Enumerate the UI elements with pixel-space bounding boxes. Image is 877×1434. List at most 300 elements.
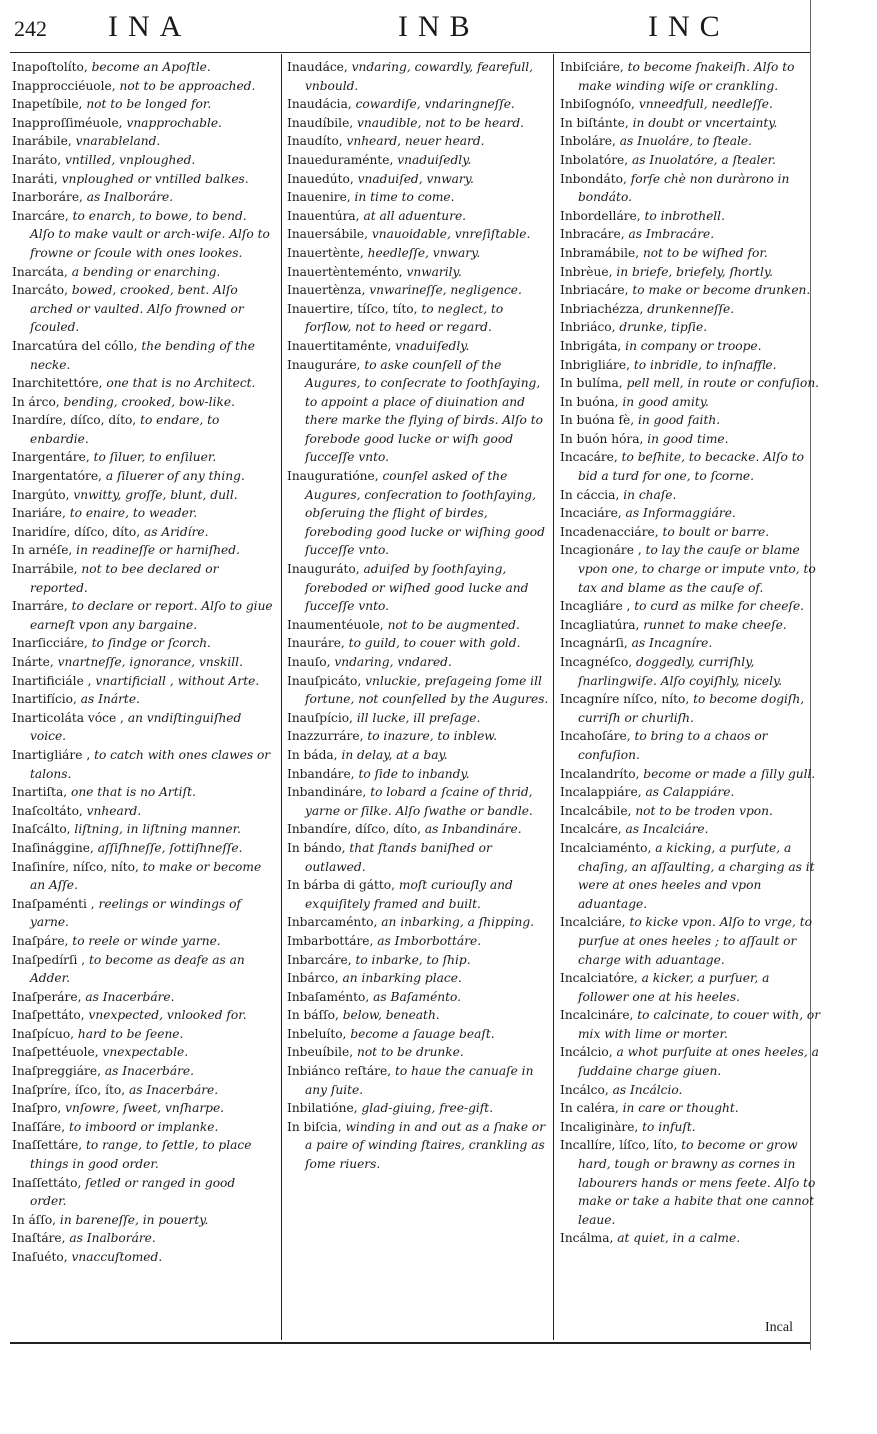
entry-definition: bowed, crooked, bent. Alſo arched or vaulted. Alſo frowned or ſcouled. (30, 283, 244, 335)
entry-definition: to guild, to couer with gold. (348, 636, 521, 651)
entry-definition: vntilled, vnploughed. (65, 152, 196, 167)
dictionary-entry (560, 1229, 822, 1248)
dictionary-entry (287, 207, 549, 226)
dictionary-entry (560, 95, 822, 114)
entry-headword: Inauedúto, (287, 171, 354, 186)
entry-definition: below, beneath. (342, 1008, 440, 1023)
entry-headword: Inaſpáre, (12, 933, 69, 948)
entry-definition: glad-giuing, free-gift. (361, 1101, 494, 1116)
entry-definition: to range, to ſettle, to place things in good order. (30, 1138, 252, 1172)
entry-headword: Inargentatóre, (12, 469, 102, 484)
entry-headword: In áſſo, (12, 1212, 57, 1227)
dictionary-entry (560, 1006, 822, 1043)
dictionary-entry (287, 188, 549, 207)
dictionary-entry (560, 1136, 822, 1229)
entry-definition: as Calappiáre. (645, 785, 735, 800)
entry-headword: Inapoſtolíto, (12, 60, 88, 74)
entry-headword: Inartificiále , (12, 673, 92, 688)
dictionary-entry (287, 58, 549, 95)
dictionary-entry (287, 820, 549, 839)
entry-definition: not to be augmented. (387, 617, 520, 632)
dictionary-entry (560, 523, 822, 542)
entry-headword: In árco, (12, 394, 60, 409)
dictionary-entry (560, 1043, 822, 1080)
entry-headword: Inargentáre, (12, 450, 90, 465)
dictionary-entry (287, 876, 549, 913)
dictionary-entry (287, 969, 549, 988)
entry-headword: Inarrábile, (12, 562, 78, 577)
entry-definition: in readineſſe or harniſhed. (76, 543, 240, 558)
entry-headword: Inarcáta, (12, 264, 68, 279)
dictionary-entry (287, 337, 549, 356)
dictionary-entry (560, 969, 822, 1006)
entry-headword: In caléra, (560, 1101, 619, 1116)
entry-definition: as Aridíre. (143, 524, 209, 539)
entry-headword: Inbandíre, díſco, díto, (287, 822, 421, 837)
entry-headword: Inbrèue, (560, 264, 613, 279)
entry-definition: aduiſed by ſoothſaying, foreboded or wiſhed good lucke and ſucceſſe vnto. (305, 562, 529, 614)
entry-definition: a whot purſuite at ones heeles, a ſuddaine charge giuen. (578, 1045, 819, 1079)
dictionary-entry (560, 727, 822, 764)
entry-headword: Inbiánco reſtáre, (287, 1064, 392, 1079)
dictionary-entry (287, 988, 549, 1007)
dictionary-entry (560, 690, 822, 727)
dictionary-entry (12, 709, 274, 746)
entry-headword: Inarábile, (12, 134, 72, 149)
entry-headword: Inarboráre, (12, 190, 83, 205)
entry-headword: Incagliatúra, (560, 617, 640, 632)
dictionary-entry (287, 560, 549, 616)
dictionary-entry (12, 467, 274, 486)
entry-headword: Incalandríto, (560, 766, 640, 781)
dictionary-entry (560, 170, 822, 207)
entry-definition: as Inárte. (80, 692, 140, 707)
dictionary-entry (12, 1062, 274, 1081)
entry-headword: Inaſiníre, níſco, níto, (12, 859, 139, 874)
dictionary-entry (287, 727, 549, 746)
entry-definition: in good faith. (638, 413, 721, 428)
dictionary-entry (560, 58, 822, 95)
entry-headword: Inaſpro, (12, 1101, 62, 1116)
entry-definition: not to be longed for. (86, 97, 212, 112)
entry-headword: Inbarcaménto, (287, 915, 378, 930)
dictionary-entry (287, 114, 549, 133)
column-3 (560, 58, 822, 1248)
dictionary-entry (12, 77, 274, 96)
entry-headword: Inauguráto, (287, 562, 360, 577)
entry-definition: ill lucke, ill preſage. (356, 710, 481, 725)
dictionary-entry (560, 616, 822, 635)
entry-headword: Incálco, (560, 1082, 609, 1097)
dictionary-entry (12, 895, 274, 932)
entry-headword: Inaſcoltáto, (12, 803, 83, 818)
entry-headword: Inbandináre, (287, 785, 367, 800)
entry-headword: Inauertènteménto, (287, 264, 403, 279)
entry-definition: as Inuoláre, to ſteale. (619, 134, 752, 149)
dictionary-entry (12, 114, 274, 133)
entry-definition: one that is no Artiſt. (70, 785, 196, 800)
dictionary-entry (12, 393, 274, 412)
dictionary-entry (560, 1099, 822, 1118)
entry-definition: to make or become drunken. (632, 283, 811, 298)
dictionary-entry (287, 225, 549, 244)
entry-headword: Incagliáre , (560, 599, 631, 614)
entry-headword: Incálma, (560, 1231, 614, 1246)
entry-definition: aſſiſhneſſe, ſottiſhneſſe. (97, 840, 243, 855)
dictionary-entry (12, 1043, 274, 1062)
entry-definition: to inbarke, to ſhip. (355, 952, 471, 967)
entry-definition: a ſiluerer of any thing. (105, 469, 245, 484)
entry-headword: Inardíre, díſco, díto, (12, 413, 137, 428)
dictionary-entry (560, 504, 822, 523)
entry-headword: Inarticoláta vóce , (12, 710, 124, 725)
dictionary-entry (287, 467, 549, 560)
dictionary-entry (560, 300, 822, 319)
entry-definition: to beſhite, to becacke. Alſo to bid a turd for one, to ſcorne. (578, 450, 804, 484)
dictionary-entry (12, 486, 274, 505)
entry-definition: an vndiſtinguiſhed voice. (30, 710, 242, 744)
column-1 (12, 58, 274, 1267)
entry-definition: to bring to a chaos or confuſion. (578, 729, 768, 762)
entry-definition: vnapprochable. (126, 115, 222, 130)
dictionary-entry (560, 393, 822, 412)
dictionary-entry (12, 523, 274, 542)
entry-definition: vnaduiſed, vnwary. (357, 171, 474, 186)
header-left-word: INA (108, 10, 192, 43)
entry-definition: to catch with ones clawes or talons. (30, 747, 271, 781)
entry-definition: to curd as milke for cheeſe. (634, 599, 805, 614)
dictionary-entry (287, 951, 549, 970)
entry-headword: Incahoſáre, (560, 729, 631, 744)
entry-definition: as Imbracáre. (628, 227, 715, 242)
dictionary-entry (560, 634, 822, 653)
dictionary-entry (12, 263, 274, 282)
entry-definition: to make or become an Aſſe. (30, 859, 262, 893)
entry-headword: Inauguráre, (287, 357, 361, 372)
dictionary-entry (12, 560, 274, 597)
entry-definition: an inbarking place. (342, 971, 462, 986)
entry-definition: not to bee declared or reported. (30, 562, 219, 595)
dictionary-entry (12, 374, 274, 393)
entry-definition: vnheard, neuer heard. (346, 134, 485, 149)
entry-definition: vnneedfull, needleſſe. (638, 97, 773, 112)
entry-headword: Inaudíto, (287, 134, 343, 149)
entry-definition: to infuſt. (642, 1119, 696, 1134)
entry-headword: Inariáre, (12, 506, 66, 521)
entry-definition: vnwitty, groſſe, blunt, dull. (73, 487, 238, 502)
entry-definition: vnwarily. (406, 264, 462, 279)
entry-definition: vnſowre, ſweet, vnſharpe. (65, 1101, 225, 1116)
entry-definition: as Incagníre. (631, 636, 713, 651)
dictionary-entry (287, 634, 549, 653)
entry-headword: In bárba di gátto, (287, 878, 396, 893)
entry-headword: Inapprocciéuole, (12, 78, 116, 93)
entry-definition: that ſtands baniſhed or outlawed. (305, 840, 492, 874)
entry-headword: Inbandáre, (287, 766, 355, 781)
entry-definition: vndaring, cowardly, fearefull, vnbould. (305, 60, 534, 93)
dictionary-entry (560, 244, 822, 263)
dictionary-entry (287, 1025, 549, 1044)
entry-headword: Inaſinággine, (12, 840, 94, 855)
dictionary-entry (12, 504, 274, 523)
entry-definition: a kicking, a purſute, a chaſing, an aſſaulting, a charging as it were at ones heeles and vpon aduantage. (578, 840, 815, 911)
entry-definition: runnet to make cheeſe. (643, 617, 787, 632)
dictionary-entry (560, 486, 822, 505)
entry-headword: Inbrigáta, (560, 338, 622, 353)
entry-headword: Inarráre, (12, 599, 68, 614)
entry-definition: a bending or enarching. (71, 264, 221, 279)
dictionary-entry (12, 653, 274, 672)
entry-definition: to become dogiſh, curriſh or churliſh. (578, 692, 805, 725)
dictionary-entry (12, 207, 274, 263)
entry-definition: to ſindge or ſcorch. (91, 636, 211, 651)
entry-headword: In biſcia, (287, 1119, 342, 1134)
entry-headword: Inaudácia, (287, 97, 352, 112)
dictionary-entry (560, 132, 822, 151)
dictionary-entry (287, 672, 549, 709)
entry-headword: Inbordelláre, (560, 208, 641, 223)
entry-definition: in delay, at a bay. (341, 747, 448, 762)
dictionary-entry (560, 114, 822, 133)
entry-headword: Inbracáre, (560, 227, 625, 242)
entry-definition: as Imborbottáre. (377, 933, 482, 948)
entry-definition: to declare or report. Alſo to giue earneſt vpon any bargaine. (30, 599, 273, 632)
entry-definition: drunke, tipſie. (619, 320, 708, 335)
dictionary-entry (287, 170, 549, 189)
entry-headword: Inaſuéto, (12, 1250, 68, 1264)
entry-definition: to calcinate, to couer with, or mix with lime or morter. (578, 1008, 821, 1041)
dictionary-entry (560, 448, 822, 485)
dictionary-entry (560, 263, 822, 282)
entry-definition: in company or troope. (625, 338, 762, 353)
entry-headword: In arnéſe, (12, 543, 73, 558)
entry-definition: in care or thought. (622, 1101, 739, 1116)
dictionary-entry (287, 746, 549, 765)
entry-headword: Inartigliáre , (12, 747, 91, 762)
entry-headword: Inauſpício, (287, 710, 353, 725)
entry-definition: vnaccuſtomed. (71, 1250, 163, 1264)
header-rule (10, 52, 810, 53)
entry-headword: Inauſpicáto, (287, 673, 362, 688)
entry-definition: to haue the canuaſe in any ſuite. (305, 1064, 534, 1097)
entry-headword: Inauersábile, (287, 227, 369, 242)
dictionary-entry (287, 1099, 549, 1118)
entry-headword: Incalcáre, (560, 822, 622, 837)
dictionary-entry (560, 783, 822, 802)
entry-definition: forſe chè non duràrono in bondáto. (578, 171, 790, 205)
entry-headword: Incagnárſi, (560, 636, 628, 651)
entry-headword: Incagníre níſco, níto, (560, 692, 690, 707)
entry-definition: vnaduiſedly. (395, 338, 470, 353)
entry-definition: as Inbandináre. (424, 822, 522, 837)
entry-definition: a kicker, a purſuer, a follower one at his heeles. (578, 971, 770, 1004)
entry-headword: Imbarbottáre, (287, 933, 374, 948)
entry-headword: In báſſo, (287, 1008, 339, 1023)
dictionary-entry (12, 690, 274, 709)
entry-definition: not to be troden vpon. (635, 803, 773, 818)
dictionary-entry (12, 1229, 274, 1248)
entry-definition: one that is no Architect. (106, 376, 256, 391)
dictionary-entry (560, 653, 822, 690)
entry-definition: at all aduenture. (363, 208, 467, 223)
dictionary-entry (12, 932, 274, 951)
dictionary-entry (12, 858, 274, 895)
entry-definition: to inbridle, to inſnaffle. (633, 357, 777, 372)
entry-definition: vnartificiall , without Arte. (95, 673, 260, 688)
dictionary-entry (12, 132, 274, 151)
dictionary-entry (12, 1006, 274, 1025)
entry-headword: Inbramábile, (560, 245, 640, 260)
entry-headword: Incalappiáre, (560, 785, 642, 800)
entry-headword: Inaſpríre, íſco, íto, (12, 1082, 126, 1097)
dictionary-entry (287, 913, 549, 932)
entry-definition: vnaduiſedly. (397, 152, 472, 167)
entry-definition: doggedly, curriſhly, ſnarlingwiſe. Alſo coyiſhly, nicely. (578, 655, 783, 688)
entry-headword: Inaſpreggiáre, (12, 1064, 101, 1079)
entry-definition: in briefe, briefely, ſhortly. (616, 264, 773, 279)
entry-definition: drunkenneſſe. (647, 301, 735, 316)
dictionary-entry (287, 151, 549, 170)
dictionary-entry (12, 95, 274, 114)
entry-headword: Inauertitaménte, (287, 338, 392, 353)
entry-definition: in good amity. (622, 394, 709, 409)
entry-headword: Inartifício, (12, 692, 77, 707)
entry-headword: Inbeluíto, (287, 1026, 347, 1041)
entry-definition: to reele or winde yarne. (72, 933, 221, 948)
dictionary-entry (560, 1081, 822, 1100)
entry-headword: Inaſſettáto, (12, 1175, 82, 1190)
dictionary-entry (12, 281, 274, 337)
entry-definition: to become ſnakeiſh. Alſo to make winding wiſe or crankling. (578, 60, 795, 93)
dictionary-entry (287, 356, 549, 468)
entry-definition: heedleſſe, vnwary. (367, 245, 481, 260)
entry-headword: Inapproſſiméuole, (12, 115, 123, 130)
dictionary-entry (12, 188, 274, 207)
entry-definition: to become or grow hard, tough or brawny as cornes in labourers hands or mens feete. Alſo to make or take a habite that one cannot leaue. (578, 1138, 816, 1227)
header-middle-word: INB (398, 10, 480, 43)
entry-definition: to endare, to enbardie. (30, 413, 220, 446)
entry-definition: as Inalboráre. (69, 1231, 156, 1246)
dictionary-entry (12, 1211, 274, 1230)
dictionary-entry (560, 207, 822, 226)
entry-headword: Inartiſta, (12, 785, 68, 800)
entry-headword: Incalciáre, (560, 915, 626, 930)
entry-definition: winding in and out as a ſnake or a paire of winding ſtaires, crankling as ſome riuers. (305, 1119, 546, 1172)
dictionary-entry (12, 170, 274, 189)
entry-definition: not to be wiſhed for. (642, 245, 768, 260)
dictionary-entry (287, 132, 549, 151)
entry-definition: vndaring, vndared. (334, 655, 452, 669)
entry-headword: Inaudíbile, (287, 115, 354, 130)
entry-headword: Incalciaménto, (560, 840, 652, 855)
entry-headword: Incálcio, (560, 1045, 613, 1060)
dictionary-entry (12, 988, 274, 1007)
entry-definition: pell mell, in route or confuſion. (626, 376, 820, 391)
entry-headword: Inauentúra, (287, 208, 360, 223)
entry-headword: Inbriáco, (560, 320, 616, 335)
dictionary-entry (560, 913, 822, 969)
entry-definition: in good time. (647, 431, 729, 446)
dictionary-entry (560, 318, 822, 337)
entry-headword: Inaráti, (12, 171, 58, 186)
dictionary-entry (287, 263, 549, 282)
running-header (8, 6, 863, 46)
entry-definition: vnartneſſe, ignorance, vnskill. (57, 655, 243, 669)
dictionary-entry (560, 225, 822, 244)
entry-headword: Inaſperáre, (12, 989, 82, 1004)
dictionary-entry (12, 151, 274, 170)
entry-headword: Inaráto, (12, 152, 62, 167)
entry-definition: to ſide to inbandy. (358, 766, 470, 781)
entry-definition: in bareneſſe, in pouerty. (59, 1212, 209, 1227)
entry-headword: Inauertènza, (287, 283, 366, 298)
entry-definition: cowardiſe, vndaringneſſe. (355, 97, 515, 112)
dictionary-entry (12, 1025, 274, 1044)
column-2 (287, 58, 549, 1174)
entry-definition: reelings or windings of yarne. (30, 896, 241, 930)
dictionary-entry (12, 672, 274, 691)
entry-headword: Inbaſaménto, (287, 989, 370, 1004)
entry-headword: Incagionáre , (560, 543, 642, 558)
dictionary-entry (287, 95, 549, 114)
entry-definition: vnauoidable, vnreſiſtable. (371, 227, 531, 242)
entry-headword: Inaſtáre, (12, 1231, 66, 1246)
entry-headword: In buóna, (560, 394, 619, 409)
footer-rule (10, 1342, 810, 1344)
entry-headword: Inaſſettáre, (12, 1138, 83, 1153)
dictionary-entry (287, 281, 549, 300)
entry-definition: hard to be ſeene. (77, 1026, 184, 1041)
entry-headword: Inauſo, (287, 655, 331, 669)
dictionary-entry (287, 709, 549, 728)
entry-definition: vnluckie, preſageing ſome ill fortune, not counſelled by the Augures. (305, 673, 549, 707)
dictionary-entry (12, 541, 274, 560)
entry-definition: to kicke vpon. Alſo to vrge, to purſue at ones heeles ; to aſſault or charge with aduantage. (578, 915, 812, 967)
entry-headword: Inauguratióne, (287, 469, 379, 484)
dictionary-entry (560, 1118, 822, 1137)
entry-definition: in chaſe. (623, 487, 677, 502)
dictionary-entry (287, 244, 549, 263)
entry-headword: Inaſpedírſi , (12, 952, 86, 967)
dictionary-entry (287, 839, 549, 876)
dictionary-entry (560, 820, 822, 839)
entry-definition: in doubt or vncertainty. (632, 115, 778, 130)
entry-headword: Inboláre, (560, 134, 616, 149)
entry-headword: Incalcináre, (560, 1008, 634, 1023)
entry-definition: to enarch, to bowe, to bend. Alſo to make vault or arch-wiſe. Alſo to frowne or ſcoule with ones lookes. (30, 208, 270, 260)
dictionary-entry (560, 356, 822, 375)
entry-definition: in time to come. (354, 190, 455, 205)
entry-definition: become or made a ſilly gull. (643, 766, 816, 781)
dictionary-entry (12, 337, 274, 374)
entry-definition: bending, crooked, bow-like. (63, 394, 235, 409)
entry-definition: as Informaggiáre. (625, 506, 736, 521)
entry-headword: Inarſicciáre, (12, 636, 88, 651)
entry-headword: Inauráre, (287, 636, 345, 651)
entry-definition: to boult or barre. (662, 524, 770, 539)
entry-definition: vnexpected, vnlooked for. (88, 1008, 247, 1023)
dictionary-entry (12, 1136, 274, 1173)
dictionary-entry (287, 1062, 549, 1099)
dictionary-entry (287, 1006, 549, 1025)
dictionary-entry (287, 616, 549, 635)
entry-definition: vnexpectable. (102, 1045, 189, 1060)
dictionary-entry (12, 1174, 274, 1211)
dictionary-entry (12, 448, 274, 467)
dictionary-entry (560, 281, 822, 300)
entry-definition: as Incalciáre. (625, 822, 709, 837)
entry-headword: Inauertènte, (287, 245, 364, 260)
